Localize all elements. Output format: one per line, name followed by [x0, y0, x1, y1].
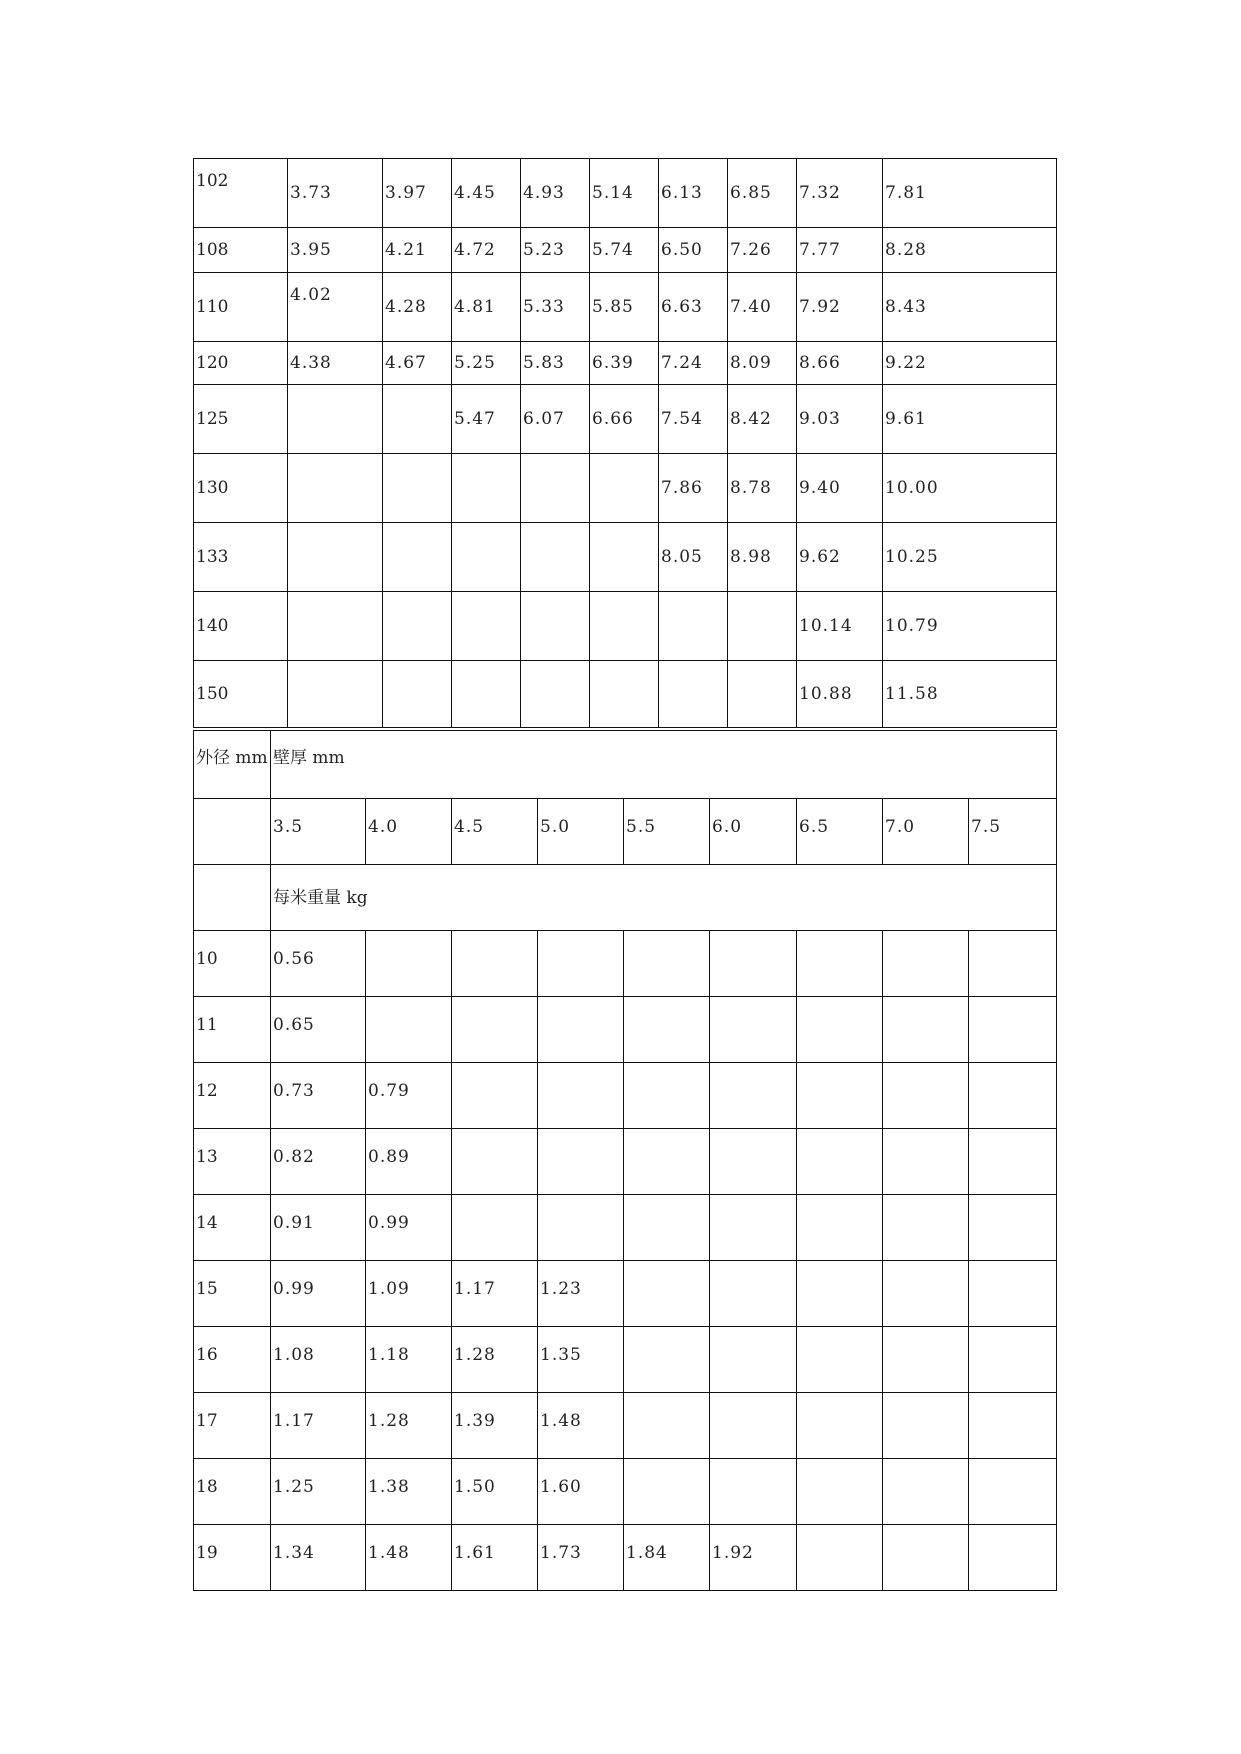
unit-row [194, 865, 1057, 931]
thickness-header-cell: 4.0 [366, 799, 452, 865]
thickness-header-cell: 6.0 [710, 799, 797, 865]
weight-cell: 1.35 [538, 1327, 624, 1393]
outer-diameter-cell: 130 [194, 454, 288, 523]
weight-cell: 1.73 [538, 1525, 624, 1591]
weight-cell [452, 523, 521, 592]
table-row [194, 159, 1057, 228]
weight-cell: 5.83 [521, 342, 590, 385]
weight-cell [883, 1525, 969, 1591]
outer-diameter-cell: 13 [194, 1129, 271, 1195]
weight-cell [883, 1261, 969, 1327]
weight-cell: 7.32 [797, 159, 883, 228]
header-row-labels [194, 731, 1057, 799]
weight-cell [969, 1393, 1057, 1459]
weight-cell: 4.93 [521, 159, 590, 228]
weight-cell [969, 997, 1057, 1063]
weight-cell [883, 1393, 969, 1459]
weight-cell: 0.99 [271, 1261, 366, 1327]
weight-cell [797, 1261, 883, 1327]
weight-cell: 4.28 [383, 273, 452, 342]
weight-cell: 9.62 [797, 523, 883, 592]
weight-cell: 4.67 [383, 342, 452, 385]
weight-cell: 5.47 [452, 385, 521, 454]
weight-cell [710, 997, 797, 1063]
weight-cell [366, 997, 452, 1063]
weight-cell: 4.21 [383, 228, 452, 273]
weight-cell [590, 454, 659, 523]
outer-diameter-cell: 15 [194, 1261, 271, 1327]
weight-per-meter-label: 每米重量 kg [271, 865, 1057, 931]
weight-cell [366, 931, 452, 997]
weight-cell [383, 661, 452, 728]
outer-diameter-cell: 10 [194, 931, 271, 997]
weight-cell: 4.81 [452, 273, 521, 342]
weight-cell: 0.91 [271, 1195, 366, 1261]
table-row [194, 1525, 1057, 1591]
weight-cell: 8.98 [728, 523, 797, 592]
weight-cell [883, 1063, 969, 1129]
weight-cell [797, 1129, 883, 1195]
thickness-header-row [194, 799, 1057, 865]
weight-cell [538, 997, 624, 1063]
table-row [194, 1129, 1057, 1195]
weight-cell [590, 523, 659, 592]
weight-cell: 5.74 [590, 228, 659, 273]
weight-cell: 1.17 [271, 1393, 366, 1459]
weight-cell: 0.56 [271, 931, 366, 997]
weight-cell: 6.66 [590, 385, 659, 454]
weight-cell: 4.02 [288, 273, 383, 342]
weight-cell: 7.81 [883, 159, 1057, 228]
weight-cell: 6.07 [521, 385, 590, 454]
weight-cell [710, 1129, 797, 1195]
weight-cell: 7.24 [659, 342, 728, 385]
weight-cell [728, 592, 797, 661]
outer-diameter-cell: 140 [194, 592, 288, 661]
weight-cell: 9.61 [883, 385, 1057, 454]
weight-cell: 10.14 [797, 592, 883, 661]
weight-cell [452, 592, 521, 661]
thickness-header-cell: 3.5 [271, 799, 366, 865]
weight-cell [969, 1459, 1057, 1525]
table-row [194, 1327, 1057, 1393]
weight-cell [969, 1195, 1057, 1261]
outer-diameter-cell: 18 [194, 1459, 271, 1525]
weight-cell [452, 931, 538, 997]
weight-cell [288, 454, 383, 523]
weight-cell: 10.88 [797, 661, 883, 728]
weight-cell [538, 1195, 624, 1261]
weight-cell [288, 661, 383, 728]
weight-cell: 8.05 [659, 523, 728, 592]
table-row [194, 931, 1057, 997]
wall-thickness-header: 壁厚 mm [271, 731, 1057, 799]
weight-cell [969, 931, 1057, 997]
weight-cell [883, 1129, 969, 1195]
weight-cell [728, 661, 797, 728]
thickness-header-cell: 5.0 [538, 799, 624, 865]
weight-cell: 1.23 [538, 1261, 624, 1327]
weight-cell: 1.61 [452, 1525, 538, 1591]
weight-cell: 1.60 [538, 1459, 624, 1525]
weight-cell [452, 661, 521, 728]
weight-cell: 6.50 [659, 228, 728, 273]
outer-diameter-cell: 14 [194, 1195, 271, 1261]
weight-cell: 0.89 [366, 1129, 452, 1195]
weight-cell [452, 997, 538, 1063]
outer-diameter-cell: 12 [194, 1063, 271, 1129]
empty-cell [194, 799, 271, 865]
weight-cell: 8.28 [883, 228, 1057, 273]
empty-cell [194, 865, 271, 931]
weight-cell [710, 1195, 797, 1261]
weight-cell [710, 1261, 797, 1327]
table-row [194, 1063, 1057, 1129]
weight-cell: 6.39 [590, 342, 659, 385]
upper-weight-table [193, 158, 1057, 728]
weight-cell: 4.38 [288, 342, 383, 385]
weight-cell [797, 1327, 883, 1393]
weight-cell: 1.38 [366, 1459, 452, 1525]
weight-cell: 9.03 [797, 385, 883, 454]
table-row [194, 385, 1057, 454]
weight-cell [624, 931, 710, 997]
weight-cell: 8.66 [797, 342, 883, 385]
weight-cell [452, 1195, 538, 1261]
weight-cell [969, 1063, 1057, 1129]
table-row [194, 1459, 1057, 1525]
weight-cell [710, 931, 797, 997]
weight-cell [710, 1327, 797, 1393]
thickness-header-cell: 6.5 [797, 799, 883, 865]
table-row [194, 523, 1057, 592]
outer-diameter-cell: 133 [194, 523, 288, 592]
weight-cell: 8.43 [883, 273, 1057, 342]
weight-cell: 1.39 [452, 1393, 538, 1459]
thickness-header-cell: 7.5 [969, 799, 1057, 865]
weight-cell [383, 385, 452, 454]
outer-diameter-cell: 102 [194, 159, 288, 228]
thickness-header-cell: 7.0 [883, 799, 969, 865]
weight-cell: 10.25 [883, 523, 1057, 592]
weight-cell [521, 454, 590, 523]
table-row [194, 997, 1057, 1063]
lower-weight-table [193, 730, 1057, 1591]
weight-cell: 1.50 [452, 1459, 538, 1525]
table-row [194, 1261, 1057, 1327]
weight-cell: 6.13 [659, 159, 728, 228]
weight-cell: 0.82 [271, 1129, 366, 1195]
weight-cell: 9.22 [883, 342, 1057, 385]
weight-cell: 6.63 [659, 273, 728, 342]
weight-cell: 3.73 [288, 159, 383, 228]
weight-cell: 5.25 [452, 342, 521, 385]
outer-diameter-cell: 19 [194, 1525, 271, 1591]
weight-cell: 7.92 [797, 273, 883, 342]
weight-cell [797, 1393, 883, 1459]
outer-diameter-cell: 150 [194, 661, 288, 728]
table-row [194, 228, 1057, 273]
weight-cell [383, 592, 452, 661]
weight-cell: 5.23 [521, 228, 590, 273]
weight-cell: 1.17 [452, 1261, 538, 1327]
thickness-header-cell: 5.5 [624, 799, 710, 865]
weight-cell: 1.92 [710, 1525, 797, 1591]
weight-cell [710, 1063, 797, 1129]
weight-cell [797, 997, 883, 1063]
table-row [194, 661, 1057, 728]
weight-cell [538, 1063, 624, 1129]
weight-cell [624, 1261, 710, 1327]
weight-cell [288, 523, 383, 592]
weight-cell [969, 1525, 1057, 1591]
weight-cell: 4.45 [452, 159, 521, 228]
weight-cell [797, 1063, 883, 1129]
weight-cell: 7.77 [797, 228, 883, 273]
weight-cell: 3.97 [383, 159, 452, 228]
weight-cell [288, 592, 383, 661]
outer-diameter-cell: 108 [194, 228, 288, 273]
weight-cell [710, 1459, 797, 1525]
weight-cell: 1.34 [271, 1525, 366, 1591]
weight-cell [624, 997, 710, 1063]
weight-cell: 1.84 [624, 1525, 710, 1591]
weight-cell [452, 1129, 538, 1195]
weight-cell [624, 1063, 710, 1129]
weight-cell [590, 661, 659, 728]
weight-cell [969, 1261, 1057, 1327]
weight-cell [452, 1063, 538, 1129]
outer-diameter-cell: 11 [194, 997, 271, 1063]
outer-diameter-cell: 120 [194, 342, 288, 385]
outer-diameter-cell: 16 [194, 1327, 271, 1393]
table-row [194, 454, 1057, 523]
outer-diameter-header: 外径 mm [194, 731, 271, 799]
weight-cell [624, 1459, 710, 1525]
weight-cell [624, 1327, 710, 1393]
weight-cell: 3.95 [288, 228, 383, 273]
weight-cell [624, 1195, 710, 1261]
table-row [194, 1195, 1057, 1261]
table-row [194, 592, 1057, 661]
weight-cell [797, 1525, 883, 1591]
weight-cell [590, 592, 659, 661]
weight-cell: 1.25 [271, 1459, 366, 1525]
weight-cell [797, 1459, 883, 1525]
outer-diameter-cell: 17 [194, 1393, 271, 1459]
weight-cell: 0.99 [366, 1195, 452, 1261]
weight-cell [624, 1129, 710, 1195]
weight-cell [710, 1393, 797, 1459]
weight-cell: 1.28 [452, 1327, 538, 1393]
weight-cell: 7.86 [659, 454, 728, 523]
weight-cell: 1.48 [538, 1393, 624, 1459]
weight-cell: 1.48 [366, 1525, 452, 1591]
weight-cell: 8.09 [728, 342, 797, 385]
weight-cell: 8.78 [728, 454, 797, 523]
weight-cell: 7.54 [659, 385, 728, 454]
weight-cell: 8.42 [728, 385, 797, 454]
weight-cell: 9.40 [797, 454, 883, 523]
weight-cell: 0.79 [366, 1063, 452, 1129]
table-row [194, 342, 1057, 385]
table-row [194, 1393, 1057, 1459]
weight-cell [883, 1459, 969, 1525]
weight-cell [383, 523, 452, 592]
outer-diameter-cell: 125 [194, 385, 288, 454]
weight-cell: 7.26 [728, 228, 797, 273]
weight-cell [521, 661, 590, 728]
weight-cell: 5.33 [521, 273, 590, 342]
weight-cell: 7.40 [728, 273, 797, 342]
weight-cell [797, 1195, 883, 1261]
weight-cell: 1.09 [366, 1261, 452, 1327]
weight-cell [452, 454, 521, 523]
weight-cell: 6.85 [728, 159, 797, 228]
weight-cell: 0.65 [271, 997, 366, 1063]
weight-cell [969, 1327, 1057, 1393]
weight-cell [883, 1195, 969, 1261]
weight-cell [659, 661, 728, 728]
weight-cell: 11.58 [883, 661, 1057, 728]
weight-cell: 1.08 [271, 1327, 366, 1393]
weight-cell [883, 1327, 969, 1393]
weight-cell [538, 931, 624, 997]
weight-cell: 5.85 [590, 273, 659, 342]
weight-cell [797, 931, 883, 997]
weight-cell [383, 454, 452, 523]
weight-cell: 10.00 [883, 454, 1057, 523]
weight-cell: 5.14 [590, 159, 659, 228]
weight-cell [659, 592, 728, 661]
weight-cell: 4.72 [452, 228, 521, 273]
weight-cell: 1.18 [366, 1327, 452, 1393]
weight-cell [883, 997, 969, 1063]
weight-cell: 10.79 [883, 592, 1057, 661]
weight-cell [521, 523, 590, 592]
weight-cell [883, 931, 969, 997]
thickness-header-cell: 4.5 [452, 799, 538, 865]
weight-cell [624, 1393, 710, 1459]
weight-cell: 1.28 [366, 1393, 452, 1459]
weight-cell [288, 385, 383, 454]
weight-cell [538, 1129, 624, 1195]
weight-cell: 0.73 [271, 1063, 366, 1129]
weight-cell [969, 1129, 1057, 1195]
table-row [194, 273, 1057, 342]
weight-cell [521, 592, 590, 661]
outer-diameter-cell: 110 [194, 273, 288, 342]
